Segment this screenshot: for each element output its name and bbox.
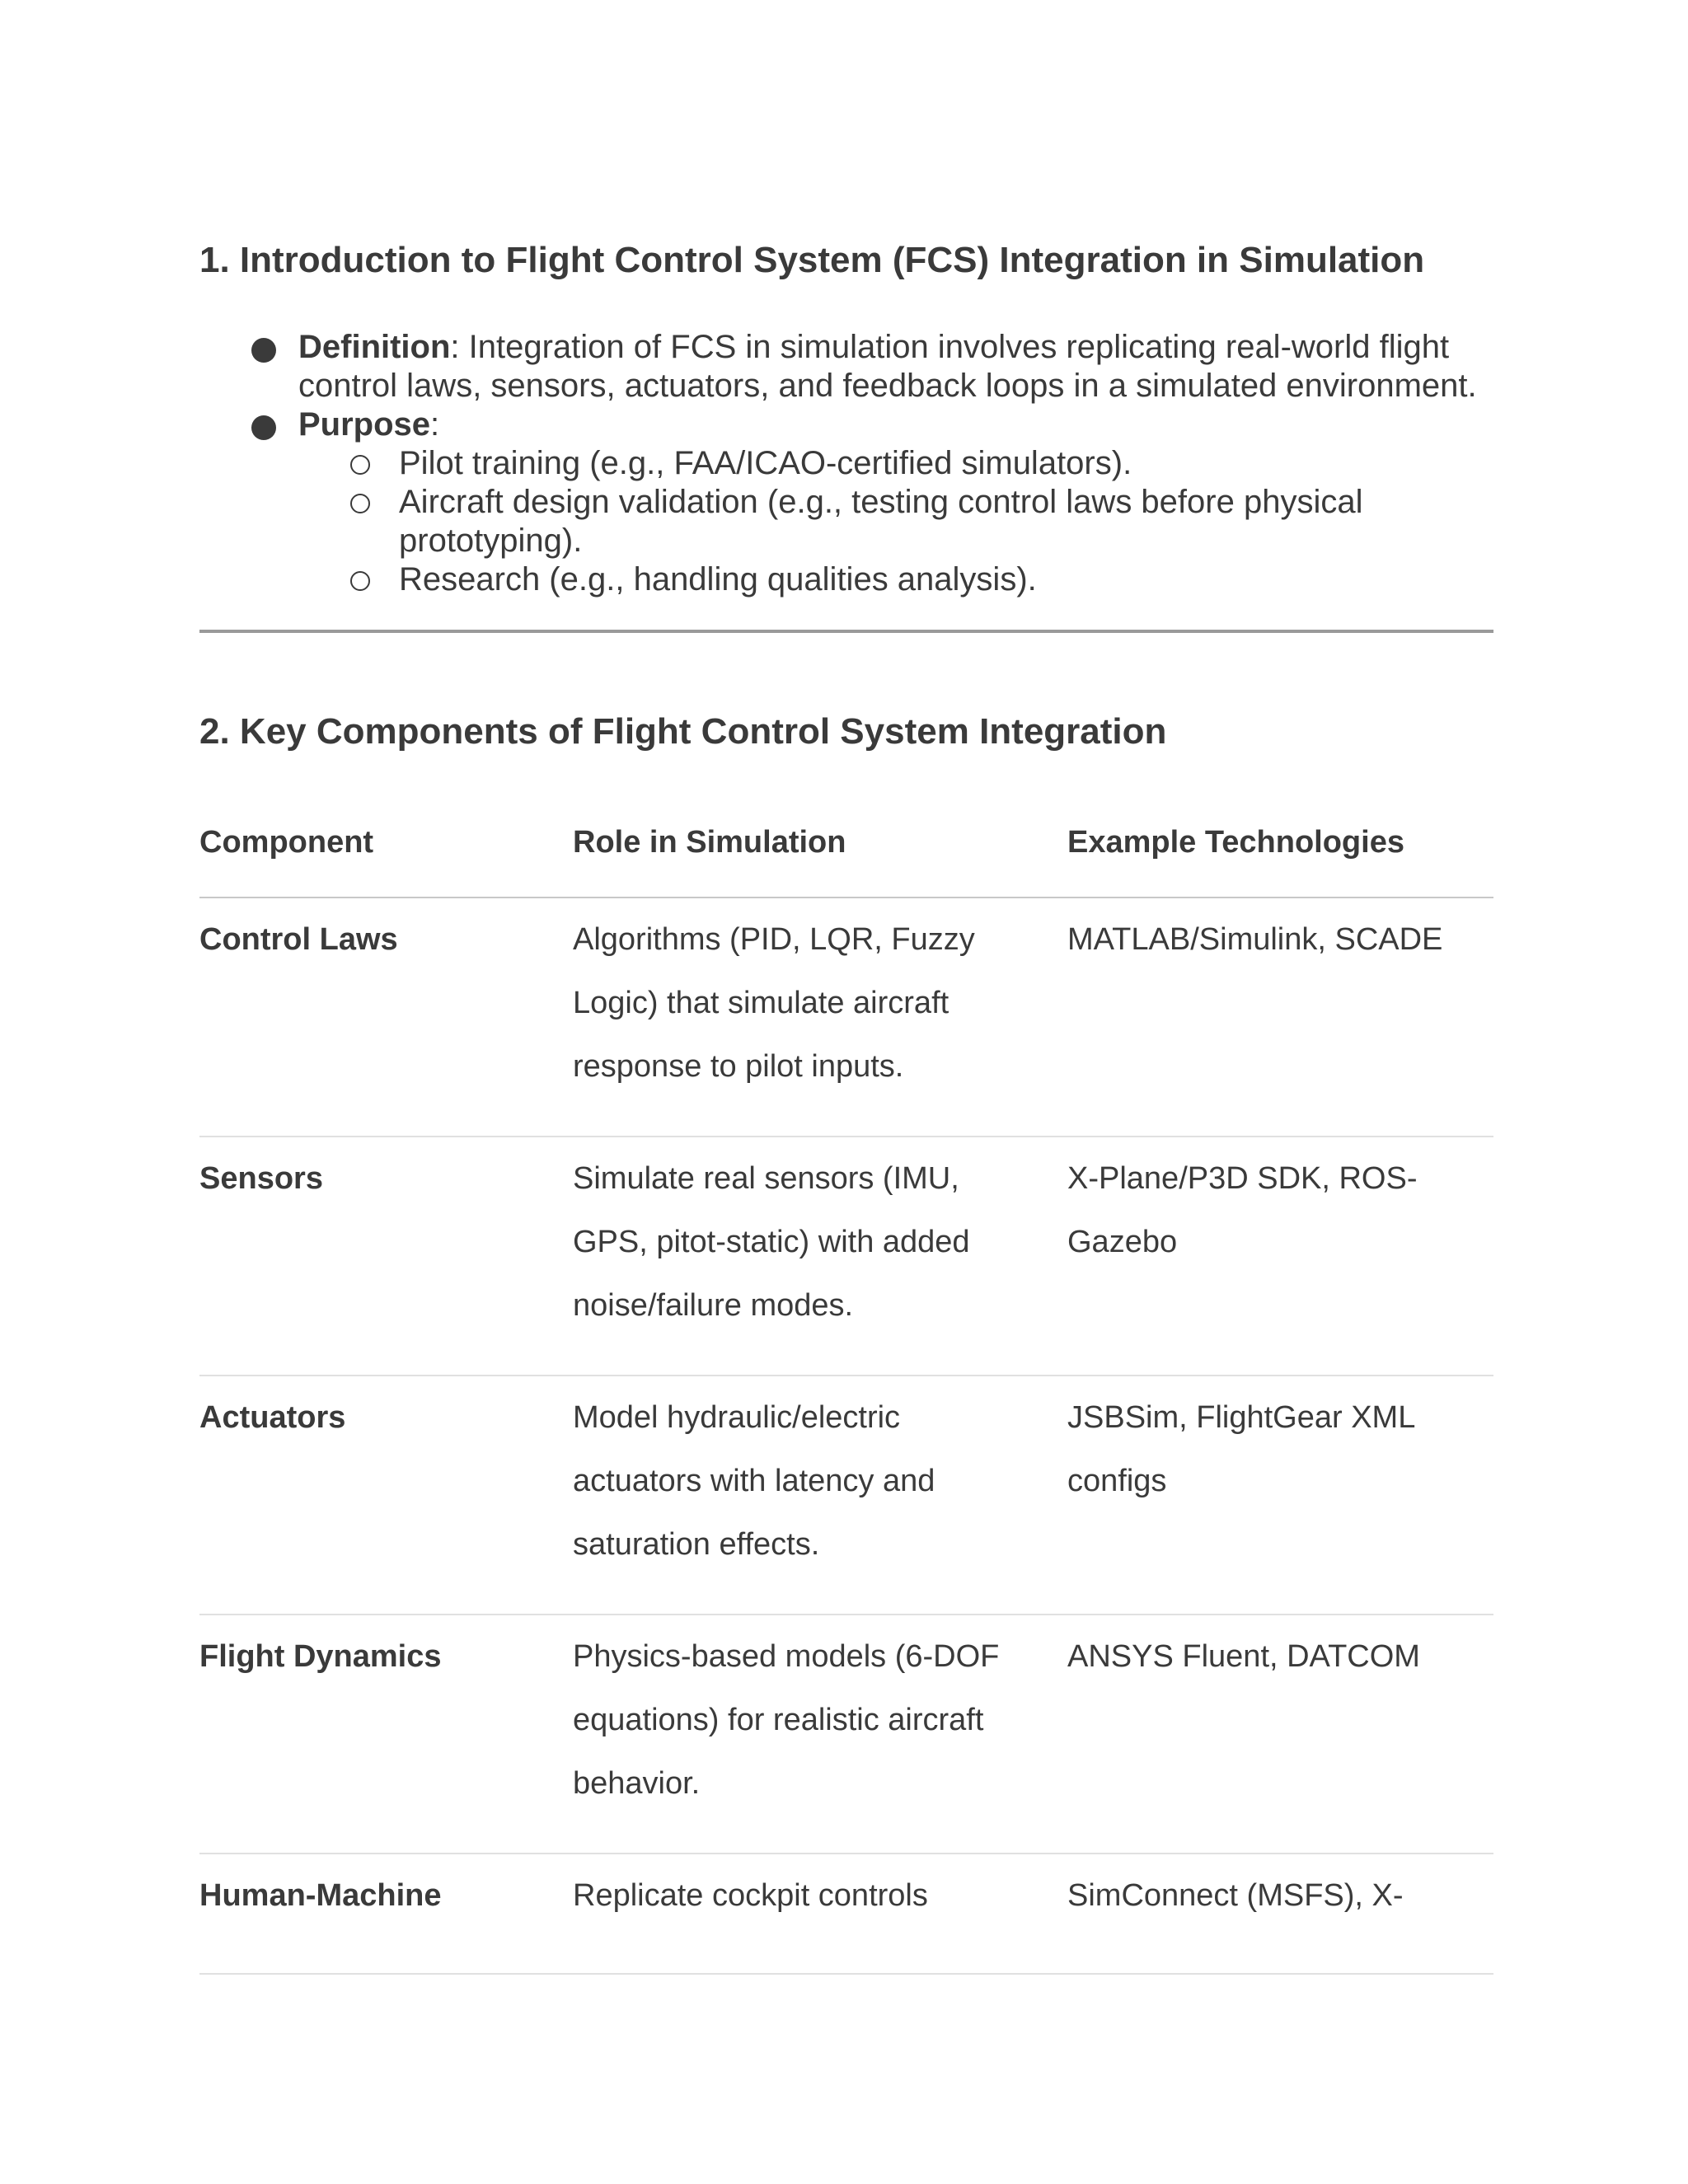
section-divider [199,630,1493,633]
component-cell: Control Laws [199,898,573,1137]
technologies-cell: SimConnect (MSFS), X- [1067,1854,1493,1974]
hollow-circle-bullet-icon [350,571,370,591]
technologies-cell: X-Plane/P3D SDK, ROS-Gazebo [1067,1137,1493,1376]
definition-term: Definition [298,329,451,365]
table-row [199,1137,1493,1376]
section1-bullet-list [199,328,1493,599]
hollow-circle-bullet-icon [350,455,370,475]
bullet-definition [199,328,1493,405]
table-row [199,1615,1493,1854]
column-header-component: Component [199,806,573,898]
component-cell: Actuators [199,1376,573,1615]
role-cell: Algorithms (PID, LQR, Fuzzy Logic) that simulate aircraft response to pilot inputs. [573,898,1067,1137]
purpose-item [199,444,1493,483]
table-row [199,1854,1493,1974]
table-row [199,898,1493,1137]
definition-text: : Integration of FCS in simulation involves replicating real-world flight control laws, sensors, actuators, and feedback loops in a simulated environment. [298,329,1477,404]
purpose-item-text: Research (e.g., handling qualities analysis). [399,561,1037,598]
purpose-item [199,560,1493,599]
role-cell: Replicate cockpit controls [573,1854,1067,1974]
purpose-colon: : [430,406,440,443]
purpose-term: Purpose [298,406,431,443]
component-cell: Sensors [199,1137,573,1376]
purpose-item-text: Pilot training (e.g., FAA/ICAO-certified simulators). [399,445,1132,481]
bullet-dot-icon [251,415,276,440]
section2-heading: 2. Key Components of Flight Control System Integration [199,711,1167,752]
component-cell: Flight Dynamics [199,1615,573,1854]
bullet-purpose [199,405,1493,444]
section1-heading: 1. Introduction to Flight Control System (FCS) Integration in Simulation [199,240,1425,280]
bullet-dot-icon [251,338,276,363]
component-cell: Human-Machine [199,1854,573,1974]
column-header-technologies: Example Technologies [1067,806,1493,898]
purpose-item-text: Aircraft design validation (e.g., testing control laws before physical prototyping). [399,484,1363,559]
role-cell: Physics-based models (6-DOF equations) for realistic aircraft behavior. [573,1615,1067,1854]
technologies-cell: MATLAB/Simulink, SCADE [1067,898,1493,1137]
components-table [199,806,1493,1975]
column-header-role: Role in Simulation [573,806,1067,898]
table-row [199,1376,1493,1615]
role-cell: Simulate real sensors (IMU, GPS, pitot-static) with added noise/failure modes. [573,1137,1067,1376]
table-header-row [199,806,1493,898]
technologies-cell: ANSYS Fluent, DATCOM [1067,1615,1493,1854]
purpose-item [199,483,1493,560]
role-cell: Model hydraulic/electric actuators with latency and saturation effects. [573,1376,1067,1615]
hollow-circle-bullet-icon [350,494,370,513]
technologies-cell: JSBSim, FlightGear XML configs [1067,1376,1493,1615]
